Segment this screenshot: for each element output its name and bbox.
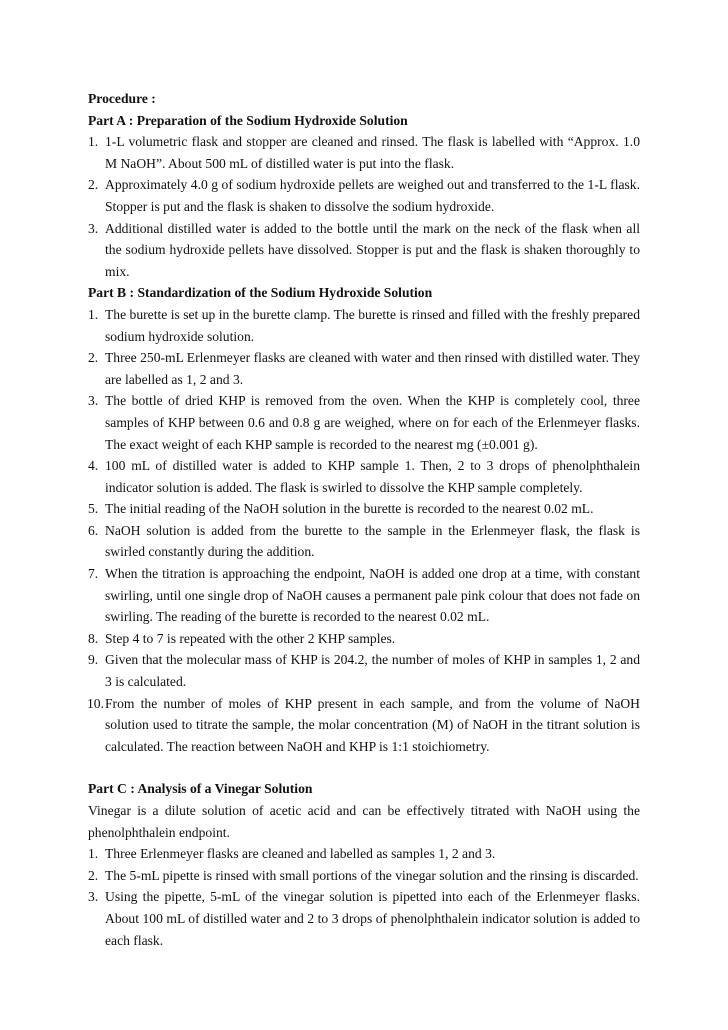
step-text: Additional distilled water is added to the bottle until the mark on the neck of the flask when all the sodium hydroxide pellets have dissolved. Stopper is put and the flask is shaken thoroughly to mix. [105, 220, 640, 279]
step-number: 7. [88, 566, 99, 582]
step-text: Step 4 to 7 is repeated with the other 2 KHP samples. [105, 630, 396, 646]
step-number: 3. [88, 889, 99, 905]
step-text: Using the pipette, 5-mL of the vinegar solution is pipetted into each of the Erlenmeyer flasks. About 100 mL of distilled water and 2 to 3 drops of phenolphthalein indicator solution is added to each flask. [105, 889, 640, 948]
step-number: 2. [88, 177, 99, 193]
step-number: 3. [88, 393, 99, 409]
step-text: The bottle of dried KHP is removed from the oven. When the KHP is completely cool, three samples of KHP between 0.6 and 0.8 g are weighed, where on for each of the Erlenmeyer flasks. The exact weight of each KHP sample is recorded to the nearest mg (±0.001 g). [105, 393, 640, 452]
part-a-heading: Part A : Preparation of the Sodium Hydroxide Solution [88, 112, 408, 128]
document-page [88, 88, 640, 951]
list-item [88, 865, 640, 887]
step-text: When the titration is approaching the endpoint, NaOH is added one drop at a time, with constant swirling, until one single drop of NaOH causes a permanent pale pink colour that does not fade on swirling. The reading of the burette is recorded to the nearest 0.02 mL. [105, 566, 640, 625]
step-number: 4. [88, 458, 99, 474]
list-item [88, 131, 640, 174]
step-text: Given that the molecular mass of KHP is 204.2, the number of moles of KHP in samples 1, 2 and 3 is calculated. [105, 652, 640, 690]
step-text: The initial reading of the NaOH solution in the burette is recorded to the nearest 0.02 mL. [105, 501, 594, 517]
step-text: The 5-mL pipette is rinsed with small portions of the vinegar solution and the rinsing is discarded. [105, 867, 639, 883]
part-b-heading: Part B : Standardization of the Sodium Hydroxide Solution [88, 285, 433, 301]
step-number: 3. [88, 220, 99, 236]
procedure-title: Procedure : [88, 91, 156, 106]
step-text: 1-L volumetric flask and stopper are cleaned and rinsed. The flask is labelled with “Approx. 1.0 M NaOH”. About 500 mL of distilled water is put into the flask. [105, 134, 640, 171]
part-a-steps [88, 131, 640, 282]
part-c-steps [88, 843, 640, 951]
list-item [88, 174, 640, 217]
list-item [88, 649, 640, 692]
list-item [88, 347, 640, 390]
list-item [88, 843, 640, 865]
step-text: NaOH solution is added from the burette to the sample in the Erlenmeyer flask, the flask is swirled constantly during the addition. [105, 522, 640, 560]
step-text: Approximately 4.0 g of sodium hydroxide pellets are weighed out and transferred to the 1-L flask. Stopper is put and the flask is shaken to dissolve the sodium hydroxide. [105, 177, 640, 214]
list-item [88, 520, 640, 563]
step-number: 9. [88, 652, 99, 668]
step-number: 2. [88, 867, 99, 883]
list-item [88, 628, 640, 650]
list-item [88, 886, 640, 951]
list-item [88, 693, 640, 758]
part-c-intro: Vinegar is a dilute solution of acetic acid and can be effectively titrated with NaOH using the phenolphthalein endpoint. [88, 803, 640, 840]
step-number: 1. [88, 134, 99, 150]
step-number: 2. [88, 350, 99, 366]
list-item [88, 563, 640, 628]
step-text: Three 250-mL Erlenmeyer flasks are cleaned with water and then rinsed with distilled water. They are labelled as 1, 2 and 3. [105, 350, 640, 387]
step-text: From the number of moles of KHP present in each sample, and from the volume of NaOH solution used to titrate the sample, the molar concentration (M) of NaOH in the titrant solution is calculated. The reaction between NaOH and KHP is 1:1 stoichiometry. [105, 695, 640, 754]
list-item [88, 390, 640, 455]
step-number: 10. [87, 695, 104, 711]
part-b-steps [88, 304, 640, 757]
list-item [88, 455, 640, 498]
step-text: The burette is set up in the burette clamp. The burette is rinsed and filled with the freshly prepared sodium hydroxide solution. [105, 306, 640, 344]
step-text: 100 mL of distilled water is added to KHP sample 1. Then, 2 to 3 drops of phenolphthalein indicator solution is added. The flask is swirled to dissolve the KHP sample completely. [105, 458, 640, 495]
step-text: Three Erlenmeyer flasks are cleaned and labelled as samples 1, 2 and 3. [105, 846, 496, 862]
step-number: 8. [88, 630, 99, 646]
step-number: 1. [88, 306, 99, 322]
list-item [88, 218, 640, 283]
list-item [88, 304, 640, 347]
list-item [88, 498, 640, 520]
part-c-heading: Part C : Analysis of a Vinegar Solution [88, 781, 313, 797]
step-number: 1. [88, 846, 99, 862]
step-number: 5. [88, 501, 99, 517]
step-number: 6. [88, 522, 99, 538]
